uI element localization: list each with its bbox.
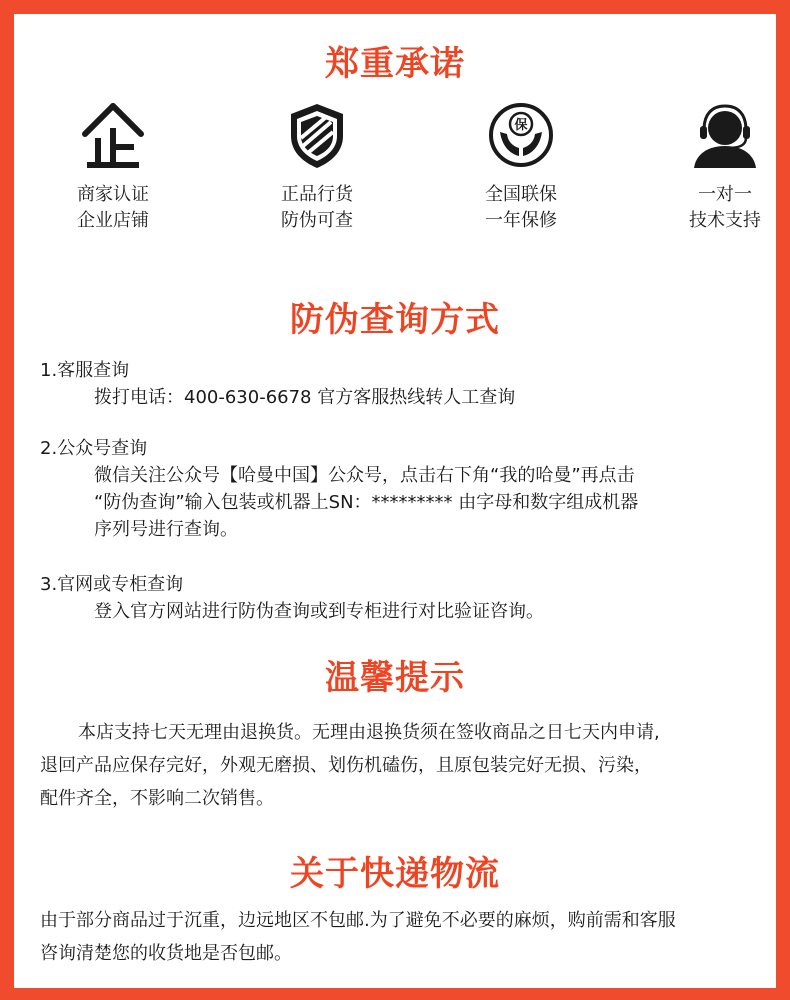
- tips-line3: 配件齐全，不影响二次销售。: [40, 788, 274, 809]
- promise-label-line1: 商家认证: [77, 184, 149, 205]
- promise-item-genuine: [242, 102, 392, 234]
- method-body-line3: 序列号进行查询。: [94, 519, 238, 540]
- guarantee-glyph: 保: [514, 118, 528, 133]
- tips-line2: 退回产品应保存完好，外观无磨损、划伤机磕伤，且原包装完好无损、污染，: [40, 755, 652, 776]
- promise-heading: 郑重承诺: [325, 44, 465, 84]
- shipping-line1: 由于部分商品过于沉重，边远地区不包邮.为了避免不必要的麻烦，购前需和客服: [40, 910, 676, 931]
- promise-item-support: [650, 102, 790, 234]
- shipping-paragraph: [40, 904, 750, 970]
- tips-line1: 本店支持七天无理由退换货。无理由退换货须在签收商品之日七天内申请,: [78, 722, 660, 743]
- promise-label-line2: 一年保修: [485, 210, 557, 231]
- promise-label-line1: 一对一: [698, 184, 752, 205]
- promise-label-line1: 全国联保: [485, 184, 557, 205]
- promise-icon-row: [14, 102, 776, 252]
- verify-method-2: [40, 436, 750, 543]
- method-body-line1: 微信关注公众号【哈曼中国】公众号，点击右下角“我的哈曼”再点击: [94, 465, 635, 486]
- verify-method-1: [40, 358, 750, 411]
- promise-item-warranty: [446, 102, 596, 234]
- shield-icon: [287, 102, 347, 170]
- tips-heading: 温馨提示: [325, 658, 465, 698]
- guarantee-icon: [488, 102, 554, 168]
- shipping-line2: 咨询清楚您的收货地是否包邮。: [40, 943, 292, 964]
- method-body-line2: “防伪查询”输入包装或机器上SN：********* 由字母和数字组成机器: [94, 492, 639, 513]
- promise-label-line2: 防伪可查: [281, 210, 353, 231]
- verify-heading: 防伪查询方式: [290, 300, 500, 340]
- shipping-heading: 关于快递物流: [290, 854, 500, 894]
- method-body: 登入官方网站进行防伪查询或到专柜进行对比验证咨询。: [94, 601, 544, 622]
- support-icon: [692, 102, 758, 170]
- enterprise-icon: [81, 102, 145, 170]
- verify-method-3: [40, 572, 750, 625]
- method-title: 2.公众号查询: [40, 438, 148, 459]
- promise-label-line1: 正品行货: [281, 184, 353, 205]
- promise-item-enterprise: [38, 102, 188, 234]
- promise-label-line2: 技术支持: [689, 210, 761, 231]
- tips-paragraph: [40, 716, 750, 815]
- method-title: 3.官网或专柜查询: [40, 574, 184, 595]
- promise-label-line2: 企业店铺: [77, 210, 149, 231]
- method-title: 1.客服查询: [40, 360, 130, 381]
- method-body: 拨打电话：400-630-6678 官方客服热线转人工查询: [94, 387, 516, 408]
